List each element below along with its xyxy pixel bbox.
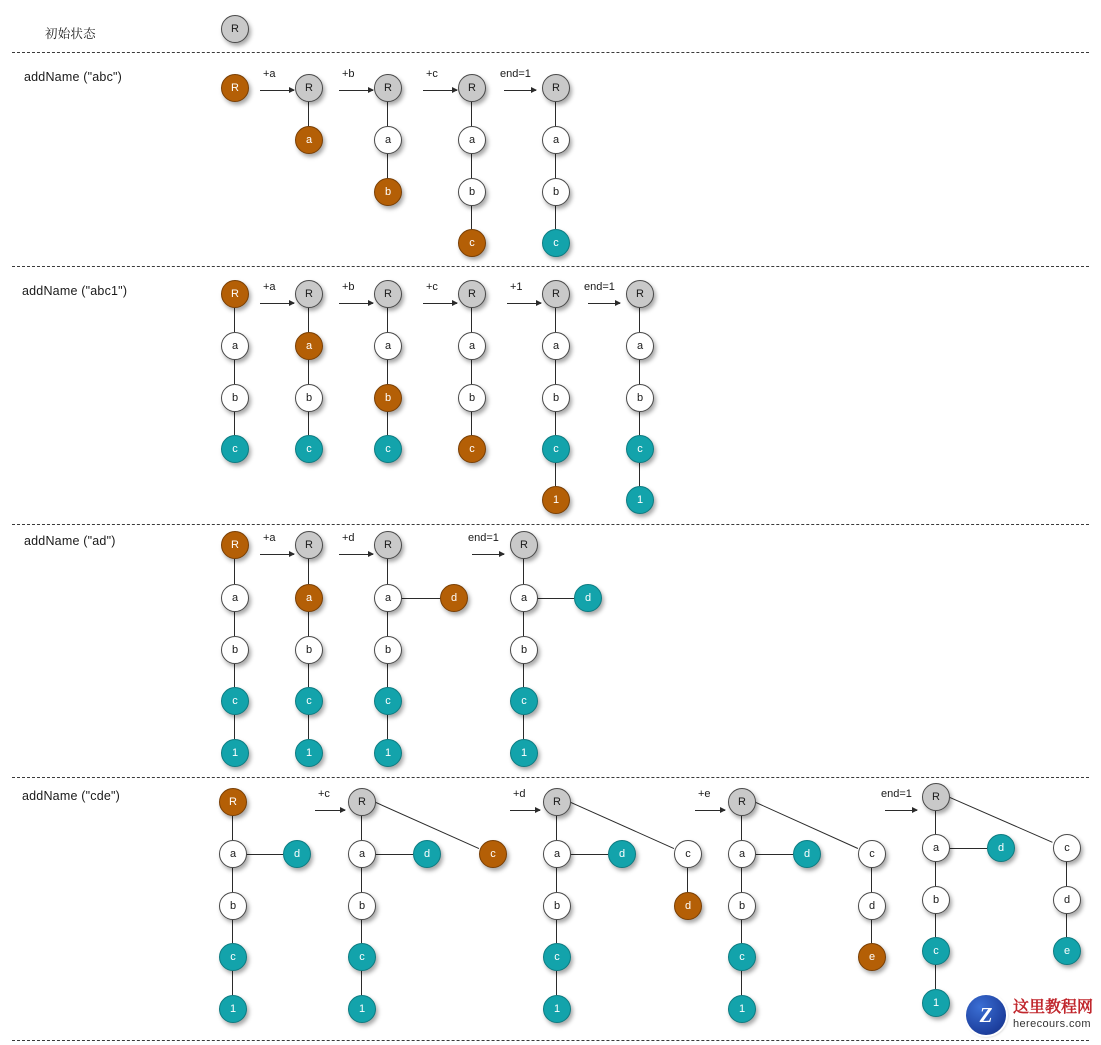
tree-edge (639, 308, 640, 332)
trie-node: b (510, 636, 538, 664)
tree-edge (387, 102, 388, 126)
tree-edge (234, 612, 235, 636)
trie-node: c (295, 687, 323, 715)
trie-node: b (458, 384, 486, 412)
tree-edge (741, 920, 742, 943)
trie-node: R (728, 788, 756, 816)
tree-edge (555, 360, 556, 384)
section-divider (12, 266, 1089, 267)
trie-node: R (542, 74, 570, 102)
trie-node: c (542, 435, 570, 463)
trie-node: R (510, 531, 538, 559)
tree-edge (361, 971, 362, 995)
operation-label: end=1 (584, 281, 615, 293)
tree-edge (935, 965, 936, 989)
trie-node: 1 (510, 739, 538, 767)
watermark-text (1013, 999, 1093, 1030)
operation-label: +c (426, 68, 438, 80)
trie-node: b (348, 892, 376, 920)
trie-node: b (922, 886, 950, 914)
trie-node: R (221, 74, 249, 102)
tree-edge (556, 868, 557, 892)
trie-node: a (626, 332, 654, 360)
tree-edge (556, 971, 557, 995)
trie-node: d (1053, 886, 1081, 914)
trie-node: e (1053, 937, 1081, 965)
trie-node: R (295, 280, 323, 308)
trie-node: d (608, 840, 636, 868)
tree-edge (523, 612, 524, 636)
row-label: addName ("abc") (24, 70, 123, 84)
operation-label: +d (342, 532, 355, 544)
step-arrow-icon (588, 303, 620, 304)
tree-edge (234, 308, 235, 332)
tree-edge (935, 811, 936, 834)
watermark-subtitle: herecours.com (1012, 1017, 1091, 1030)
step-arrow-icon (260, 554, 294, 555)
trie-node: d (858, 892, 886, 920)
step-arrow-icon (504, 90, 536, 91)
trie-node: R (221, 280, 249, 308)
trie-node: c (458, 229, 486, 257)
trie-node: c (674, 840, 702, 868)
trie-node: d (283, 840, 311, 868)
section-divider (12, 524, 1089, 525)
trie-node: b (374, 384, 402, 412)
trie-node: R (374, 280, 402, 308)
tree-edge (361, 868, 362, 892)
trie-node: c (1053, 834, 1081, 862)
trie-node: b (221, 384, 249, 412)
tree-edge (471, 154, 472, 178)
tree-edge (387, 559, 388, 584)
trie-node: a (458, 332, 486, 360)
row-label: 初始状态 (45, 27, 96, 41)
trie-node: a (922, 834, 950, 862)
tree-edge (471, 360, 472, 384)
tree-edge (523, 715, 524, 739)
tree-edge (232, 920, 233, 943)
trie-node: c (348, 943, 376, 971)
trie-node: c (858, 840, 886, 868)
tree-edge (523, 559, 524, 584)
operation-label: +e (698, 788, 711, 800)
trie-node: c (543, 943, 571, 971)
trie-node: a (728, 840, 756, 868)
trie-node: b (728, 892, 756, 920)
tree-edge (871, 868, 872, 892)
trie-node: c (728, 943, 756, 971)
tree-edge (1066, 862, 1067, 886)
tree-edge (387, 360, 388, 384)
tree-edge (935, 914, 936, 937)
tree-edge (471, 206, 472, 229)
trie-node: R (295, 531, 323, 559)
trie-node: R (626, 280, 654, 308)
tree-edge (234, 664, 235, 687)
trie-node: R (295, 74, 323, 102)
tree-edge (234, 412, 235, 435)
step-arrow-icon (260, 303, 294, 304)
trie-node: c (374, 687, 402, 715)
tree-edge (234, 360, 235, 384)
tree-edge (639, 412, 640, 435)
trie-node: c (219, 943, 247, 971)
tree-edge (232, 868, 233, 892)
trie-node: a (542, 126, 570, 154)
trie-node: d (574, 584, 602, 612)
watermark-title: 这里教程网 (1012, 999, 1093, 1017)
tree-edge (308, 412, 309, 435)
trie-node: c (221, 687, 249, 715)
step-arrow-icon (510, 810, 540, 811)
trie-node: R (458, 74, 486, 102)
tree-edge (639, 463, 640, 486)
step-arrow-icon (695, 810, 725, 811)
tree-edge (387, 154, 388, 178)
row-label: addName ("abc1") (22, 284, 128, 298)
trie-node: R (458, 280, 486, 308)
tree-edge (555, 308, 556, 332)
trie-node: R (374, 531, 402, 559)
trie-node: d (987, 834, 1015, 862)
tree-edge (741, 816, 742, 840)
tree-edge (471, 412, 472, 435)
operation-label: +c (318, 788, 330, 800)
tree-edge (871, 920, 872, 943)
trie-node: a (510, 584, 538, 612)
tree-edge (234, 715, 235, 739)
step-arrow-icon (260, 90, 294, 91)
trie-node: a (458, 126, 486, 154)
step-arrow-icon (423, 303, 457, 304)
step-arrow-icon (339, 554, 373, 555)
trie-node: R (922, 783, 950, 811)
tree-edge (308, 664, 309, 687)
trie-node: 1 (626, 486, 654, 514)
trie-node: c (458, 435, 486, 463)
tree-edge (308, 559, 309, 584)
operation-label: +a (263, 68, 276, 80)
row-label: addName ("cde") (22, 789, 121, 803)
trie-node: a (374, 584, 402, 612)
trie-node: e (858, 943, 886, 971)
trie-node: R (542, 280, 570, 308)
trie-node: c (626, 435, 654, 463)
section-divider (12, 52, 1089, 53)
trie-node: c (510, 687, 538, 715)
section-divider (12, 1040, 1089, 1041)
tree-edge (361, 920, 362, 943)
tree-edge (556, 816, 557, 840)
trie-node: 1 (374, 739, 402, 767)
tree-edge (687, 868, 688, 892)
tree-edge (387, 612, 388, 636)
tree-edge (741, 868, 742, 892)
trie-node: 1 (543, 995, 571, 1023)
trie-node: a (295, 584, 323, 612)
tree-edge (741, 971, 742, 995)
tree-edge (555, 154, 556, 178)
tree-edge (232, 971, 233, 995)
trie-node: 1 (922, 989, 950, 1017)
watermark-logo-icon: Z (966, 995, 1006, 1035)
step-arrow-icon (339, 90, 373, 91)
operation-label: +b (342, 68, 355, 80)
step-arrow-icon (339, 303, 373, 304)
tree-edge (1066, 914, 1067, 937)
trie-node: R (219, 788, 247, 816)
step-arrow-icon (885, 810, 917, 811)
operation-label: +a (263, 281, 276, 293)
step-arrow-icon (507, 303, 541, 304)
tree-edge (555, 412, 556, 435)
tree-edge (639, 360, 640, 384)
trie-node: a (374, 126, 402, 154)
operation-label: +d (513, 788, 526, 800)
trie-node: a (295, 332, 323, 360)
trie-node: c (221, 435, 249, 463)
trie-node: 1 (295, 739, 323, 767)
trie-node: b (458, 178, 486, 206)
tree-edge (387, 664, 388, 687)
trie-node: d (413, 840, 441, 868)
trie-node: c (374, 435, 402, 463)
step-arrow-icon (315, 810, 345, 811)
trie-node: b (626, 384, 654, 412)
trie-node: b (374, 178, 402, 206)
row-label: addName ("ad") (24, 534, 116, 548)
trie-node: a (221, 332, 249, 360)
operation-label: +b (342, 281, 355, 293)
tree-edge (232, 816, 233, 840)
step-arrow-icon (472, 554, 504, 555)
trie-node: c (479, 840, 507, 868)
tree-edge (555, 102, 556, 126)
trie-node: a (543, 840, 571, 868)
trie-node: R (221, 531, 249, 559)
trie-node: b (542, 178, 570, 206)
trie-node: b (219, 892, 247, 920)
trie-node: c (922, 937, 950, 965)
trie-node: 1 (219, 995, 247, 1023)
trie-node: d (793, 840, 821, 868)
tree-edge (308, 308, 309, 332)
trie-node: a (542, 332, 570, 360)
section-divider (12, 777, 1089, 778)
operation-label: end=1 (881, 788, 912, 800)
tree-edge (308, 612, 309, 636)
operation-label: end=1 (500, 68, 531, 80)
trie-node: d (440, 584, 468, 612)
tree-edge (387, 412, 388, 435)
trie-node: a (295, 126, 323, 154)
trie-node: b (543, 892, 571, 920)
tree-edge (471, 102, 472, 126)
trie-node: a (374, 332, 402, 360)
trie-node: b (295, 384, 323, 412)
trie-node: c (295, 435, 323, 463)
tree-edge (387, 308, 388, 332)
trie-node: R (221, 15, 249, 43)
trie-node: d (674, 892, 702, 920)
trie-node: b (221, 636, 249, 664)
trie-node: a (348, 840, 376, 868)
tree-edge (308, 715, 309, 739)
trie-node: b (295, 636, 323, 664)
tree-edge (556, 920, 557, 943)
trie-node: R (374, 74, 402, 102)
trie-node: R (348, 788, 376, 816)
tree-edge (234, 559, 235, 584)
trie-node: 1 (542, 486, 570, 514)
tree-edge (471, 308, 472, 332)
trie-node: b (542, 384, 570, 412)
operation-label: +c (426, 281, 438, 293)
trie-node: 1 (221, 739, 249, 767)
step-arrow-icon (423, 90, 457, 91)
tree-edge (555, 463, 556, 486)
operation-label: +1 (510, 281, 523, 293)
trie-node: a (221, 584, 249, 612)
watermark (966, 995, 1093, 1035)
operation-label: end=1 (468, 532, 499, 544)
tree-edge (523, 664, 524, 687)
tree-edge (935, 862, 936, 886)
tree-edge (308, 102, 309, 126)
operation-label: +a (263, 532, 276, 544)
tree-edge (555, 206, 556, 229)
trie-node: R (543, 788, 571, 816)
trie-node: c (542, 229, 570, 257)
trie-node: 1 (348, 995, 376, 1023)
tree-edge (308, 360, 309, 384)
trie-node: b (374, 636, 402, 664)
trie-node: 1 (728, 995, 756, 1023)
trie-node: a (219, 840, 247, 868)
tree-edge (361, 816, 362, 840)
tree-edge (387, 715, 388, 739)
